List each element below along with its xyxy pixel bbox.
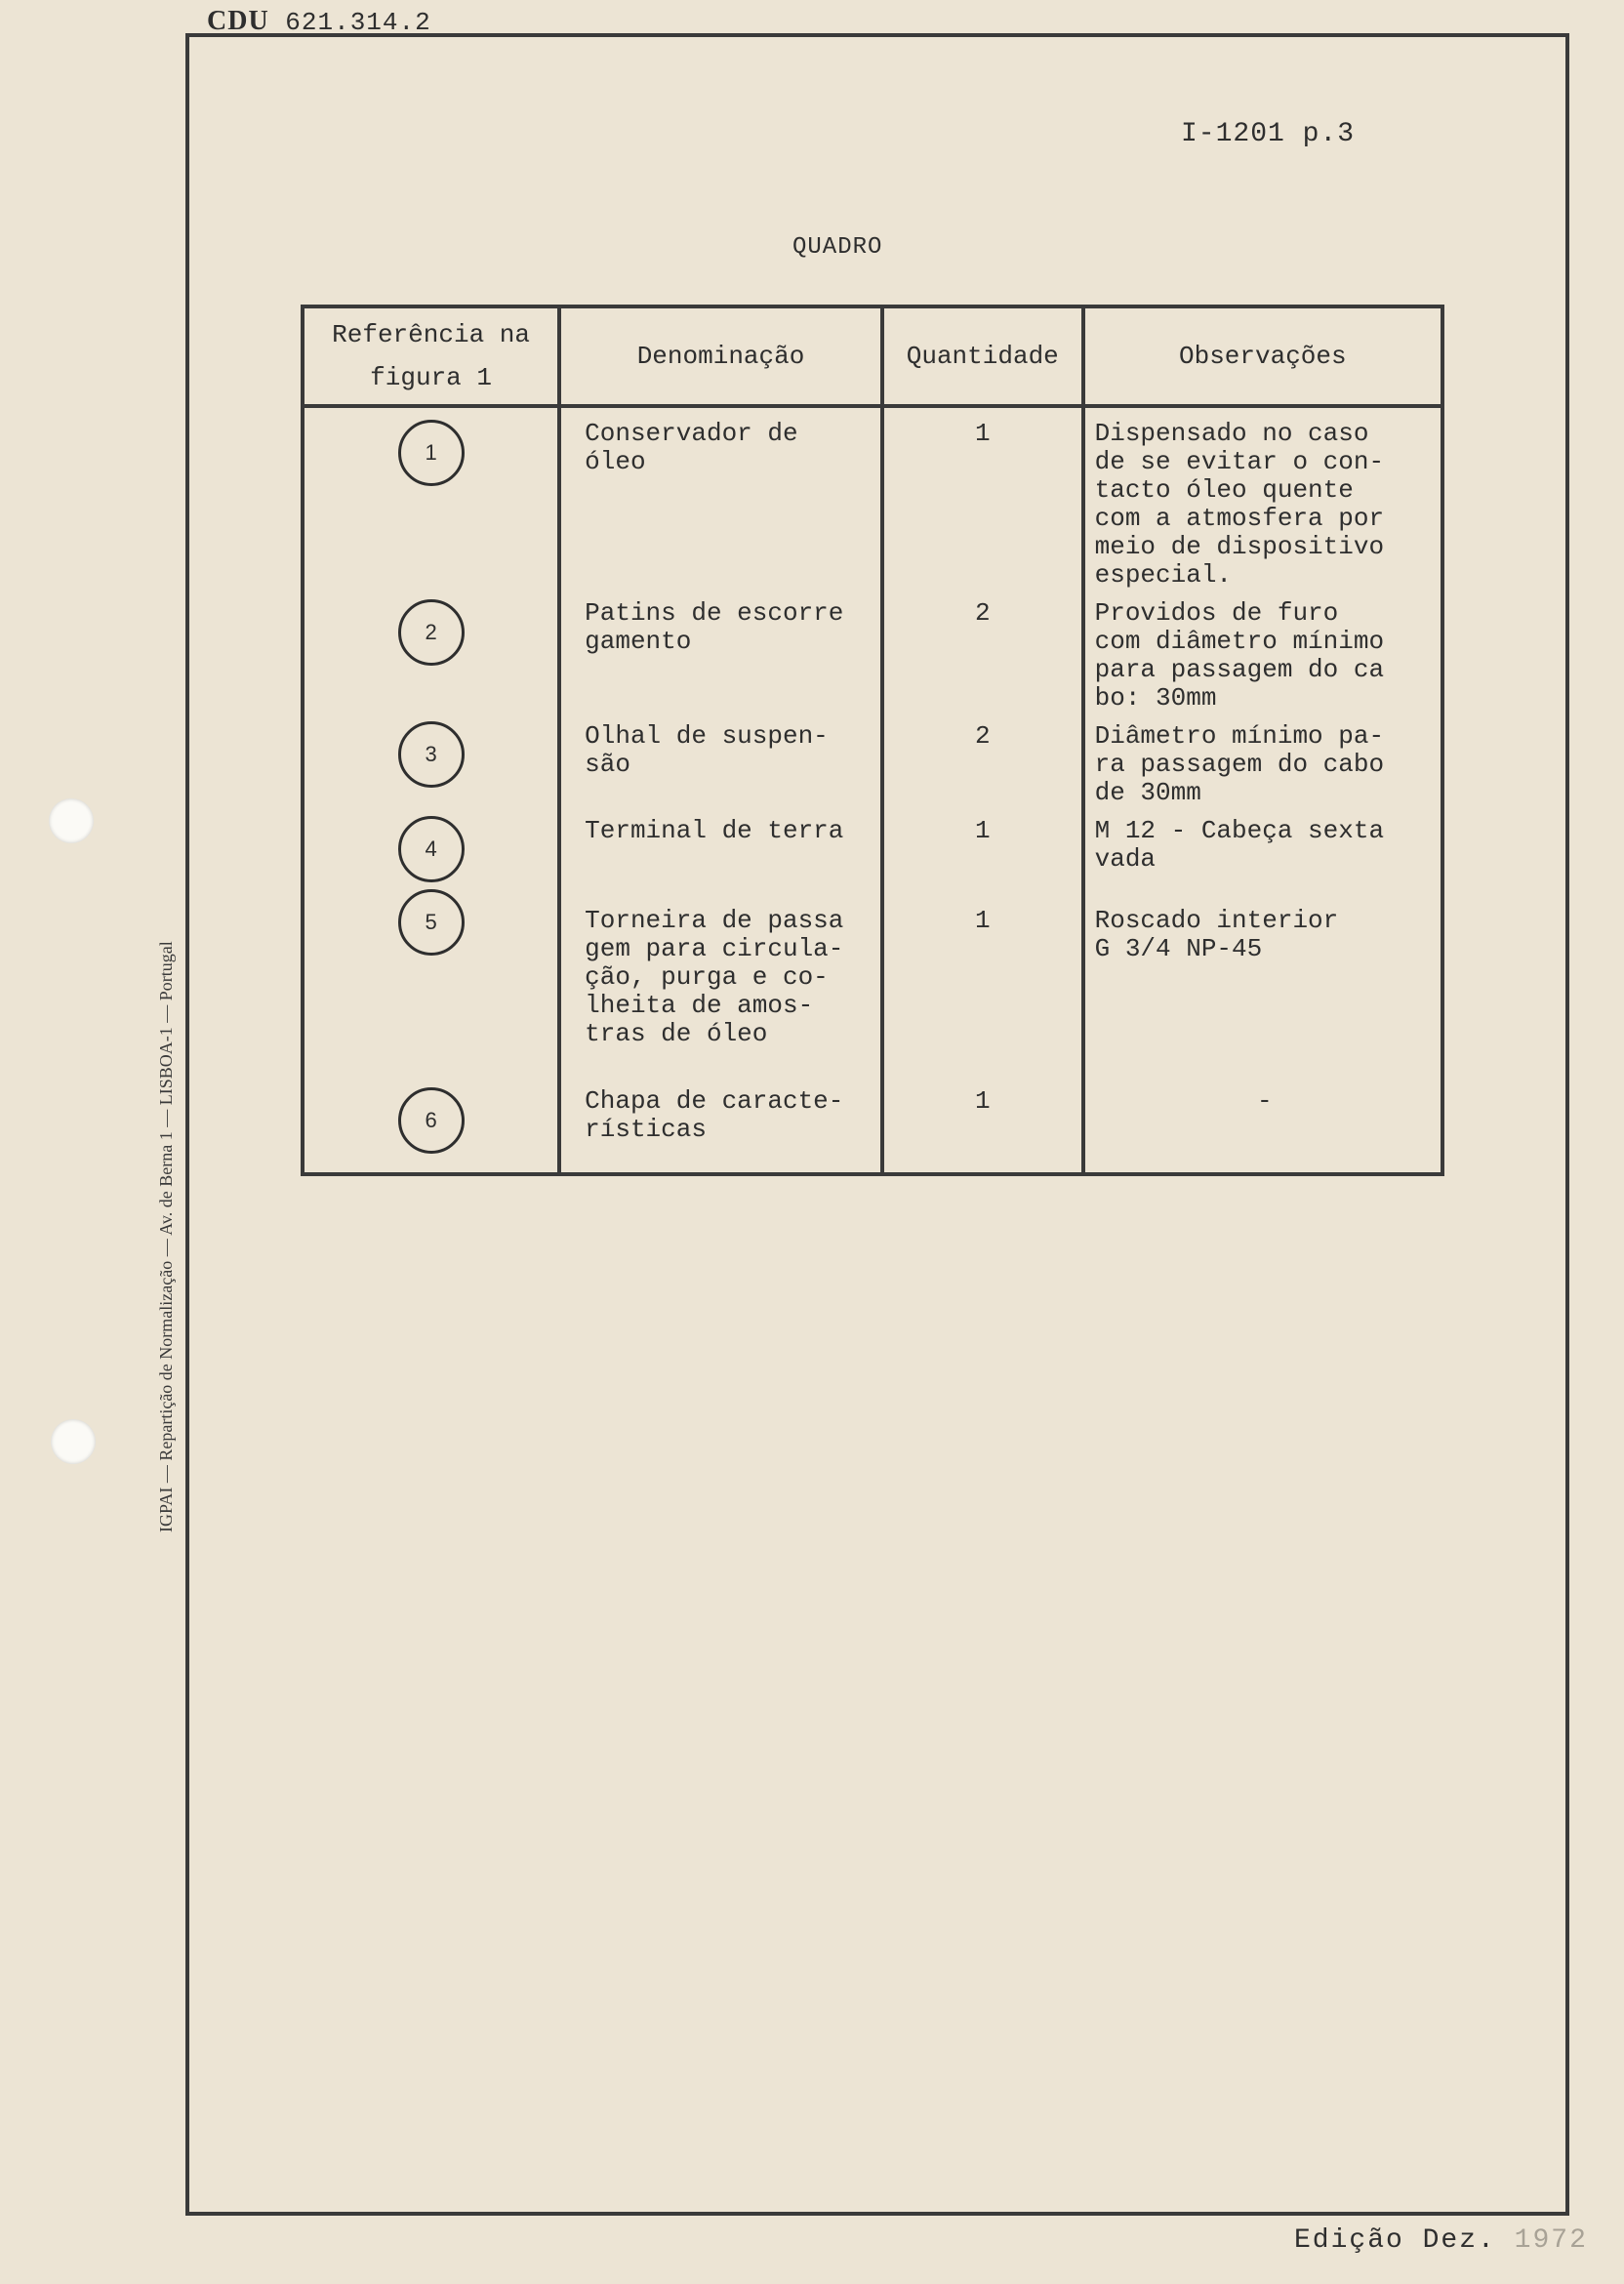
table-row xyxy=(303,889,1442,1086)
observacoes-cell: M 12 - Cabeça sexta vada xyxy=(1083,816,1442,889)
denominacao-cell: Terminal de terra xyxy=(559,816,882,889)
reference-cell xyxy=(303,889,559,1086)
table-header-row xyxy=(303,306,1442,406)
publisher-sidebar: IGPAI — Repartição de Normalização — Av. de Berna 1 — LISBOA-1 — Portugal xyxy=(156,941,176,1532)
header-referencia: Referência na figura 1 xyxy=(303,306,559,406)
observacoes-cell: Dispensado no caso de se evitar o con- tacto óleo quente com a atmosfera por meio de dispositivo especial. xyxy=(1083,406,1442,593)
reference-circle: 4 xyxy=(398,816,465,882)
observacoes-cell: Diâmetro mínimo pa- ra passagem do cabo de 30mm xyxy=(1083,721,1442,816)
cdu-label: CDU xyxy=(207,6,269,36)
reference-cell xyxy=(303,816,559,889)
punch-hole-bottom xyxy=(51,1419,96,1464)
table-row xyxy=(303,406,1442,593)
reference-circle: 5 xyxy=(398,889,465,956)
cdu-number: 621.314.2 xyxy=(285,8,431,37)
denominacao-cell: Torneira de passa gem para circula- ção, purga e co- lheita de amos- tras de óleo xyxy=(559,889,882,1086)
reference-cell xyxy=(303,406,559,593)
observacoes-cell: Providos de furo com diâmetro mínimo para passagem do ca bo: 30mm xyxy=(1083,593,1442,721)
quantidade-cell: 1 xyxy=(882,889,1083,1086)
reference-circle: 6 xyxy=(398,1087,465,1154)
edition-year: 1972 xyxy=(1514,2225,1588,2256)
observacoes-cell: Roscado interior G 3/4 NP-45 xyxy=(1083,889,1442,1086)
denominacao-cell: Olhal de suspen- são xyxy=(559,721,882,816)
quadro-table xyxy=(301,305,1444,1176)
quantidade-cell: 1 xyxy=(882,816,1083,889)
reference-circle: 1 xyxy=(398,420,465,486)
reference-cell xyxy=(303,1086,559,1174)
quantidade-cell: 2 xyxy=(882,593,1083,721)
header-observacoes: Observações xyxy=(1083,306,1442,406)
reference-cell xyxy=(303,721,559,816)
table-row xyxy=(303,721,1442,816)
table-row xyxy=(303,816,1442,889)
reference-circle: 2 xyxy=(398,599,465,666)
edition-label: Edição Dez. xyxy=(1294,2225,1496,2256)
quantidade-cell: 1 xyxy=(882,1086,1083,1174)
observacoes-cell: - xyxy=(1083,1086,1442,1174)
punch-hole-top xyxy=(49,798,94,843)
quantidade-cell: 2 xyxy=(882,721,1083,816)
table-row xyxy=(303,1086,1442,1174)
header-denominacao: Denominação xyxy=(559,306,882,406)
document-reference: I-1201 p.3 xyxy=(1181,119,1356,149)
denominacao-cell: Chapa de caracte- rísticas xyxy=(559,1086,882,1174)
page-title: QUADRO xyxy=(792,234,883,261)
table-row xyxy=(303,593,1442,721)
denominacao-cell: Patins de escorre gamento xyxy=(559,593,882,721)
edition-footer xyxy=(1294,2225,1588,2256)
denominacao-cell: Conservador de óleo xyxy=(559,406,882,593)
quantidade-cell: 1 xyxy=(882,406,1083,593)
reference-cell xyxy=(303,593,559,721)
reference-circle: 3 xyxy=(398,721,465,788)
header-quantidade: Quantidade xyxy=(882,306,1083,406)
